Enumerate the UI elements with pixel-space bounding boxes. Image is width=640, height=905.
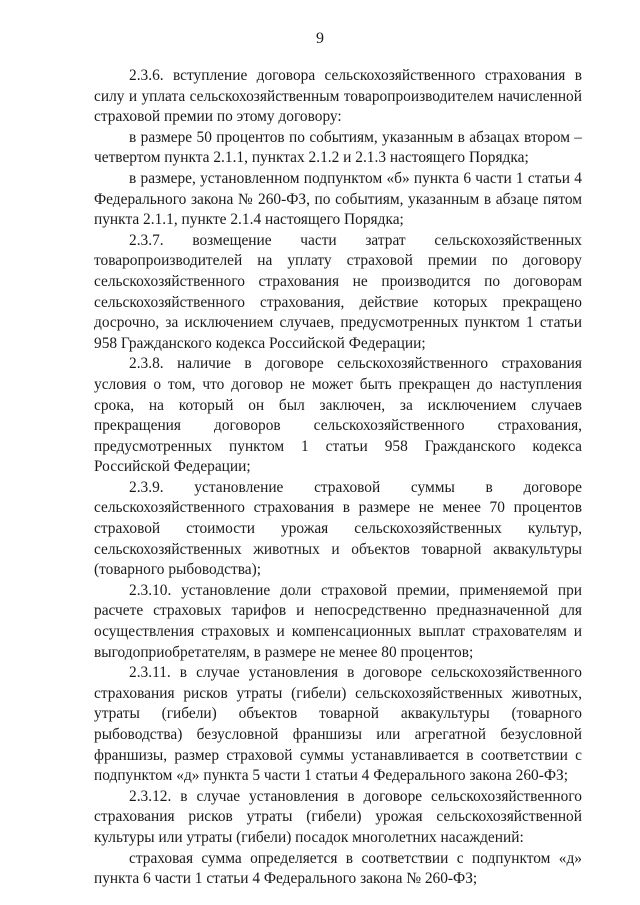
paragraph: в размере 50 процентов по событиям, указанным в абзацах втором – четвертом пункта 2.1.1, пунктах 2.1.2 и 2.1.3 настоящего Порядка;: [94, 128, 582, 167]
paragraph: в размере, установленном подпунктом «б» пункта 6 части 1 статьи 4 Федерального закона № 260-ФЗ, по событиям, указанным в абзаце пятом пункта 2.1.1, пункте 2.1.4 настоящего Порядка;: [94, 169, 582, 229]
paragraph: 2.3.12. в случае установления в договоре сельскохозяйственного страхования рисков утраты (гибели) урожая сельскохозяйственной культуры или утраты (гибели) посадок многолетних насаждений:: [94, 787, 582, 846]
document-body: [94, 66, 582, 890]
paragraph: 2.3.10. установление доли страховой премии, применяемой при расчете страховых тарифов и непосредственно предназначенной для осуществления страховых и компенсационных выплат страхователям и выгодоприобретателям, в размере не менее 80 процентов;: [94, 581, 582, 661]
paragraph: 2.3.6. вступление договора сельскохозяйственного страхования в силу и уплата сельскохозяйственным товаропроизводителем начисленной страховой премии по этому договору:: [94, 67, 582, 126]
paragraph: 2.3.9. установление страховой суммы в договоре сельскохозяйственного страхования в размере не менее 70 процентов страховой стоимости урожая сельскохозяйственных культур, сельскохозяйственных животных и объектов товарной аквакультуры (товарного рыбоводства);: [94, 478, 582, 579]
paragraph: страховая сумма определяется в соответствии с подпунктом «д» пункта 6 части 1 статьи 4 Федерального закона № 260-ФЗ;: [94, 849, 582, 888]
paragraph: 2.3.11. в случае установления в договоре сельскохозяйственного страхования рисков утраты (гибели) сельскохозяйственных животных, утраты (гибели) объектов товарной аквакультуры (товарного рыбоводства) безусловной франшизы или агрегатной безусловной франшизы, размер страховой суммы устанавливается в соответствии с подпунктом «д» пункта 5 части 1 статьи 4 Федерального закона 260-ФЗ;: [94, 664, 582, 785]
page-number: 9: [316, 30, 324, 47]
paragraph: 2.3.7. возмещение части затрат сельскохозяйственных товаропроизводителей на уплату страховой премии по договору сельскохозяйственного страхования не производится по договорам сельскохозяйственного страхования, действие которых прекращено досрочно, за исключением случаев, предусмотренных пунктом 1 статьи 958 Гражданского кодекса Российской Федерации;: [94, 231, 582, 352]
paragraph: 2.3.8. наличие в договоре сельскохозяйственного страхования условия о том, что договор не может быть прекращен до наступления срока, на который он был заключен, за исключением случаев прекращения договоров сельскохозяйственного страхования, предусмотренных пунктом 1 статьи 958 Гражданского кодекса Российской Федерации;: [94, 355, 582, 476]
